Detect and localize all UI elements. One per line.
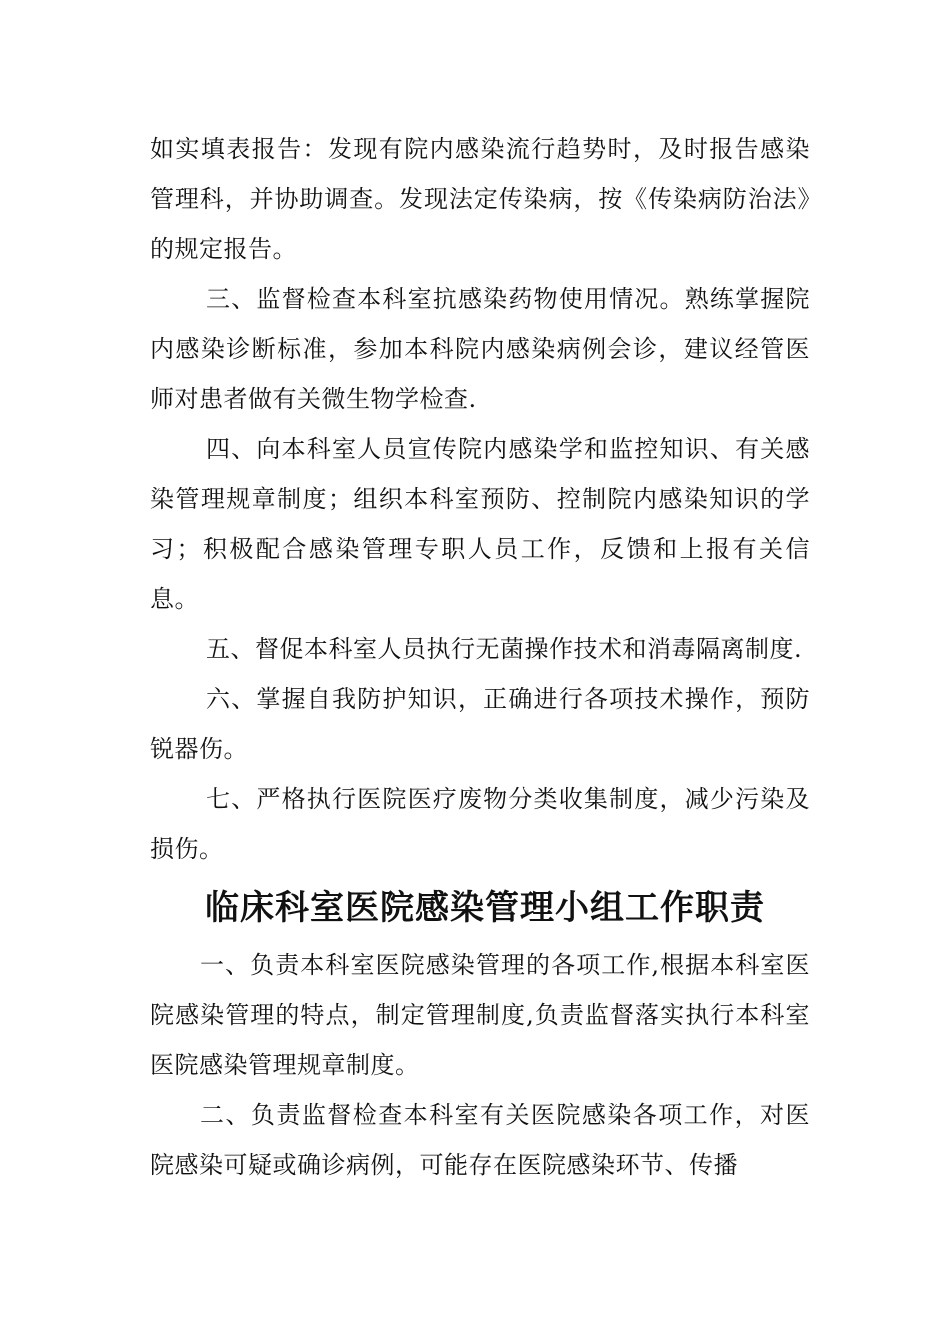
- paragraph-report-continuation: 如实填表报告：发现有院内感染流行趋势时，及时报告感染管理科，并协助调查。发现法定传染病，按《传染病防治法》的规定报告。: [150, 135, 810, 263]
- paragraph-item-7: 七、严格执行医院医疗废物分类收集制度，减少污染及损伤。: [150, 785, 810, 863]
- section-title: 临床科室医院感染管理小组工作职责: [205, 888, 765, 928]
- paragraph-duty-2: 二、负责监督检查本科室有关医院感染各项工作，对医院感染可疑或确诊病例，可能存在医院感染环节、传播: [150, 1101, 810, 1179]
- document-page: [150, 124, 810, 1190]
- paragraph-item-5: 五、督促本科室人员执行无菌操作技术和消毒隔离制度.: [206, 635, 803, 663]
- paragraph-item-4: 四、向本科室人员宣传院内感染学和监控知识、有关感染管理规章制度；组织本科室预防、控制院内感染知识的学习；积极配合感染管理专职人员工作，反馈和上报有关信息。: [150, 435, 810, 613]
- paragraph-item-6: 六、掌握自我防护知识，正确进行各项技术操作，预防锐器伤。: [150, 685, 810, 763]
- paragraph-duty-1: 一、负责本科室医院感染管理的各项工作,根据本科室医院感染管理的特点，制定管理制度,负责监督落实执行本科室医院感染管理规章制度。: [150, 951, 810, 1079]
- paragraph-item-3: 三、监督检查本科室抗感染药物使用情况。熟练掌握院内感染诊断标准，参加本科院内感染病例会诊，建议经管医师对患者做有关微生物学检查.: [150, 285, 810, 413]
